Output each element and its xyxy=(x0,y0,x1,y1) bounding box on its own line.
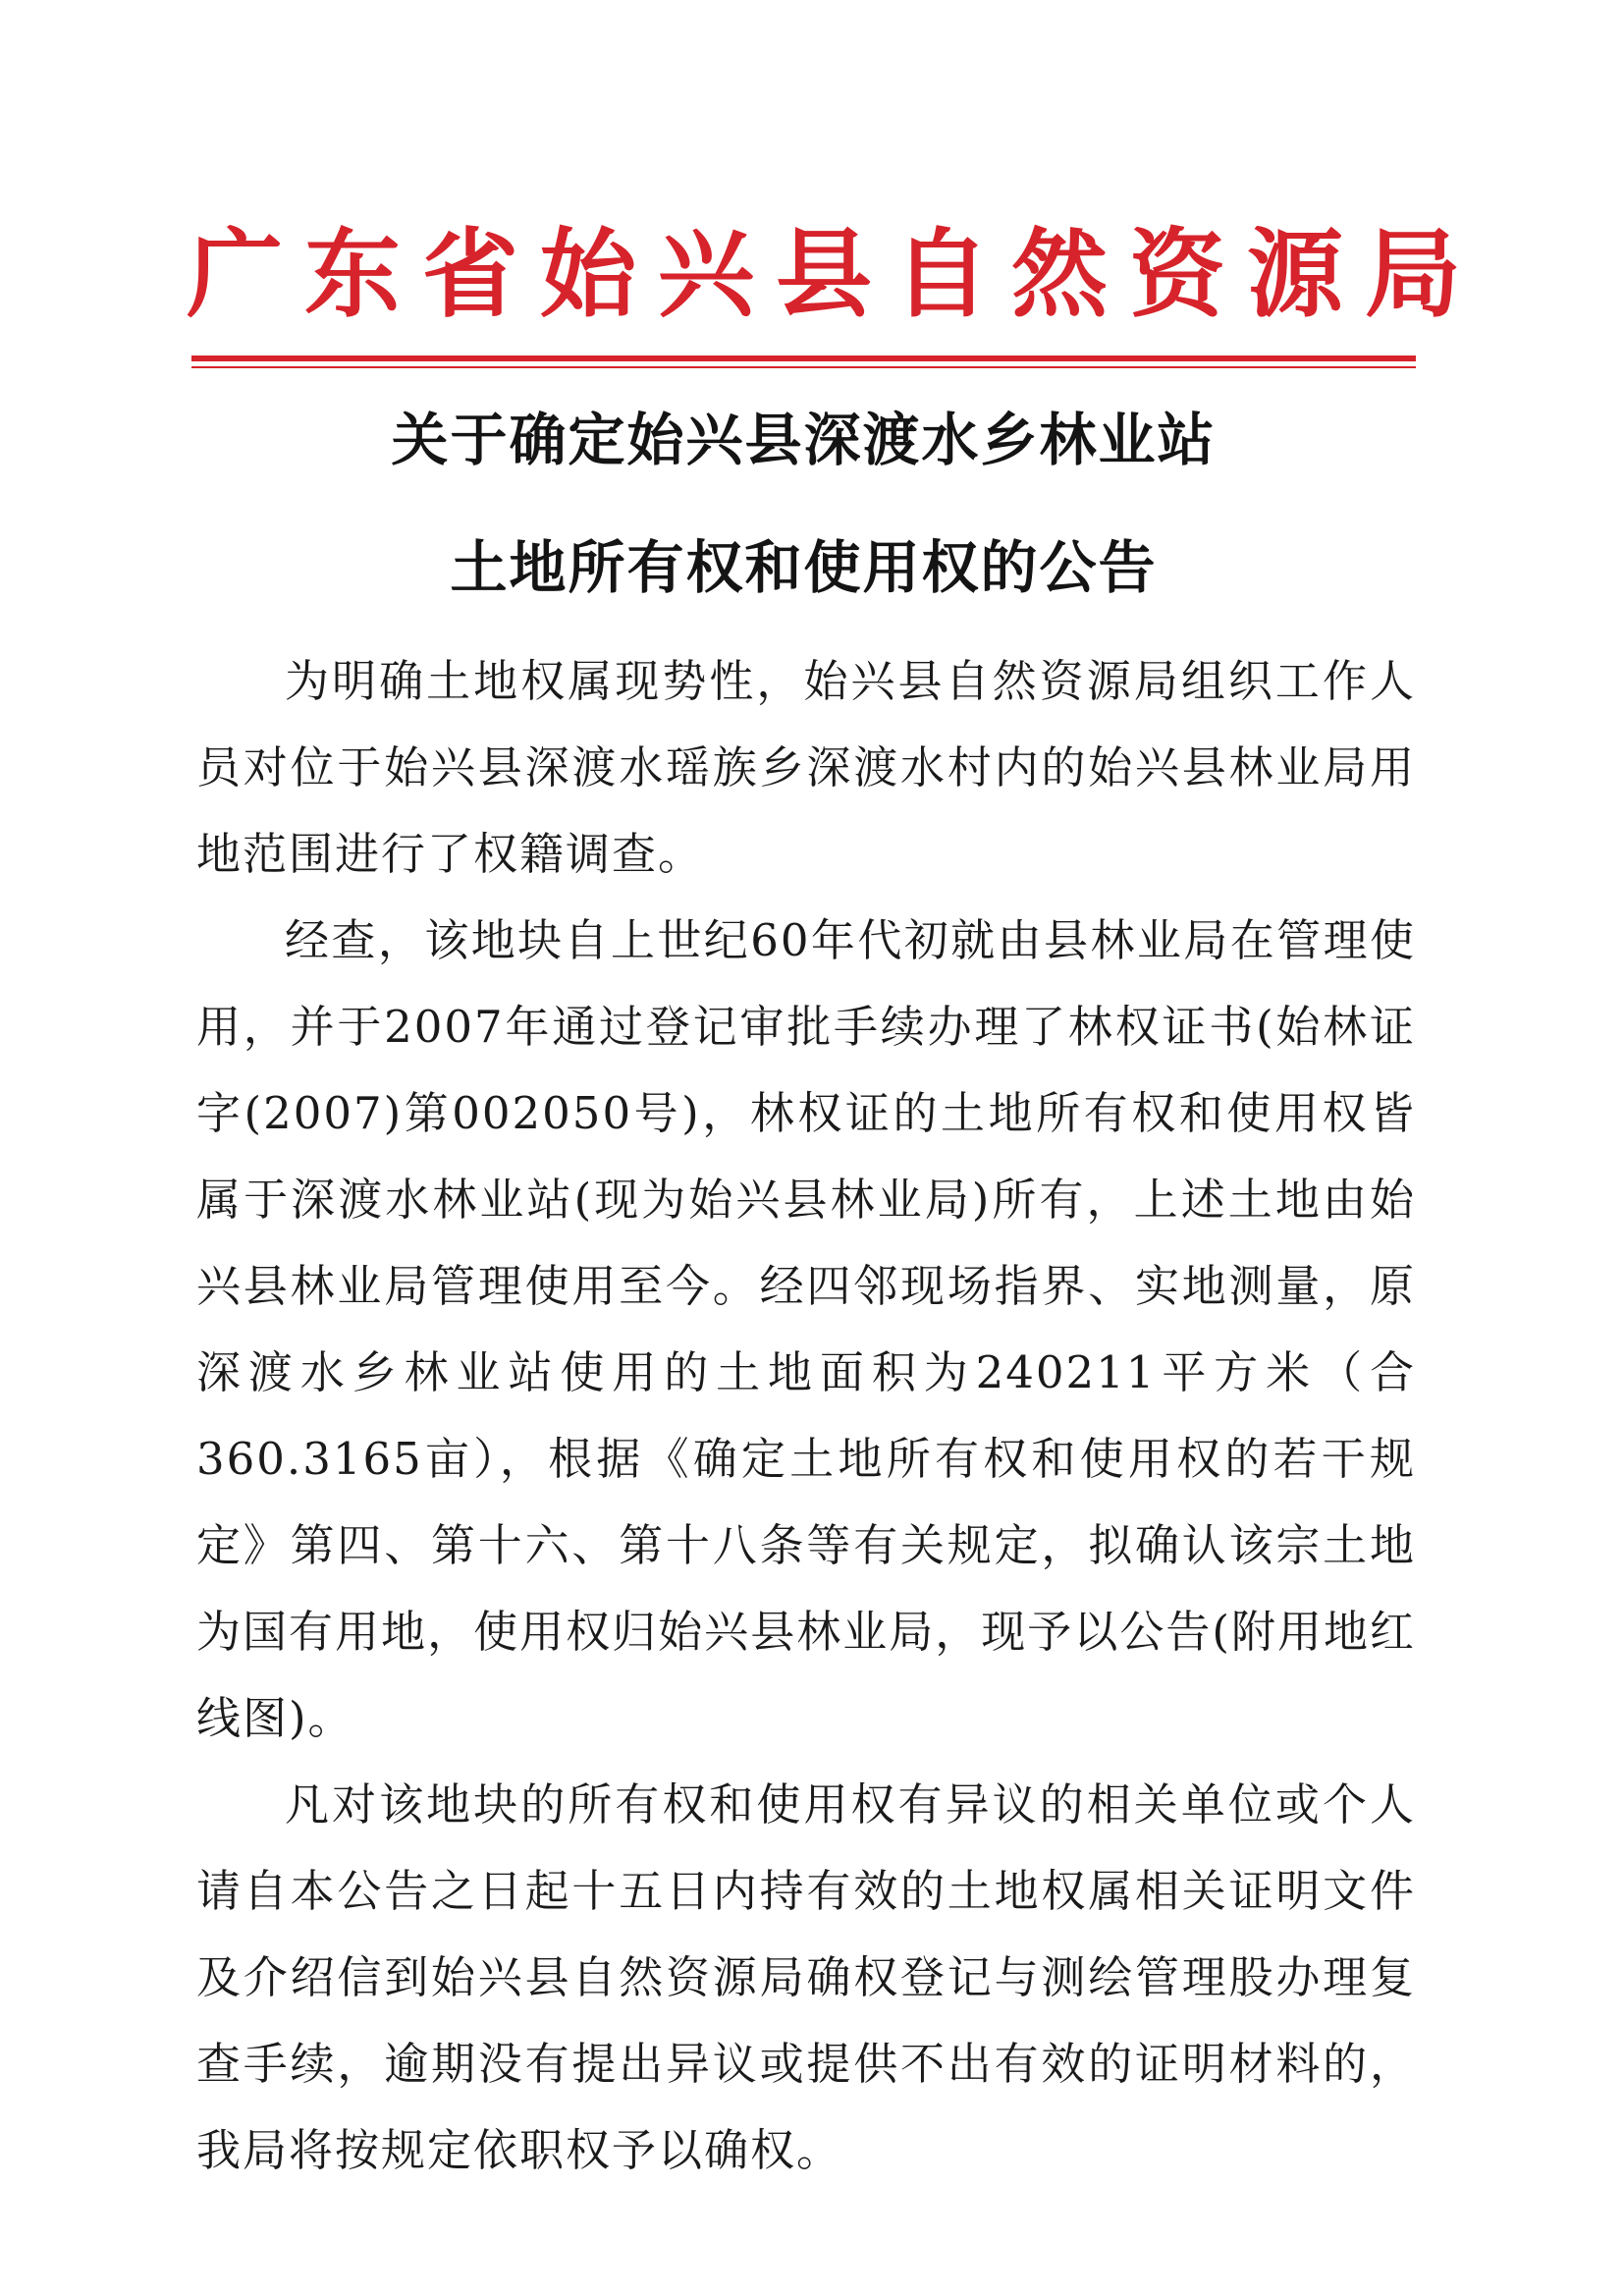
masthead-red-rule-thin xyxy=(191,366,1416,368)
masthead-red-rule-thick xyxy=(191,355,1416,361)
body-paragraph-3: 凡对该地块的所有权和使用权有异议的相关单位或个人请自本公告之日起十五日内持有效的土地权属相关证明文件及介绍信到始兴县自然资源局确权登记与测绘管理股办理复查手续，逾期没有提出异议或提供不出有效的证明材料的，我局将按规定依职权予以确权。 xyxy=(196,1778,1416,2176)
body-paragraph-2: 经查，该地块自上世纪60年代初就由县林业局在管理使用，并于2007年通过登记审批手续办理了林权证书(始林证字(2007)第002050号)，林权证的土地所有权和使用权皆属于深渡水林业站(现为始兴县林业局)所有，上述土地由始兴县林业局管理使用至今。经四邻现场指界、实地测量，原深渡水乡林业站使用的土地面积为240211平方米（合360.3165亩），根据《确定土地所有权和使用权的若干规定》第四、第十六、第十八条等有关规定，拟确认该宗土地为国有用地，使用权归始兴县林业局，现予以公告(附用地红线图)。 xyxy=(196,914,1416,1744)
document-title-line-2: 土地所有权和使用权的公告 xyxy=(450,534,1158,601)
document-body xyxy=(196,638,1416,2194)
body-paragraph-1: 为明确土地权属现势性，始兴县自然资源局组织工作人员对位于始兴县深渡水瑶族乡深渡水村内的始兴县林业局用地范围进行了权籍调查。 xyxy=(196,655,1416,880)
masthead-agency-name: 广东省始兴县自然资源局 xyxy=(187,218,1484,331)
document-title-line-1: 关于确定始兴县深渡水乡林业站 xyxy=(391,407,1217,473)
